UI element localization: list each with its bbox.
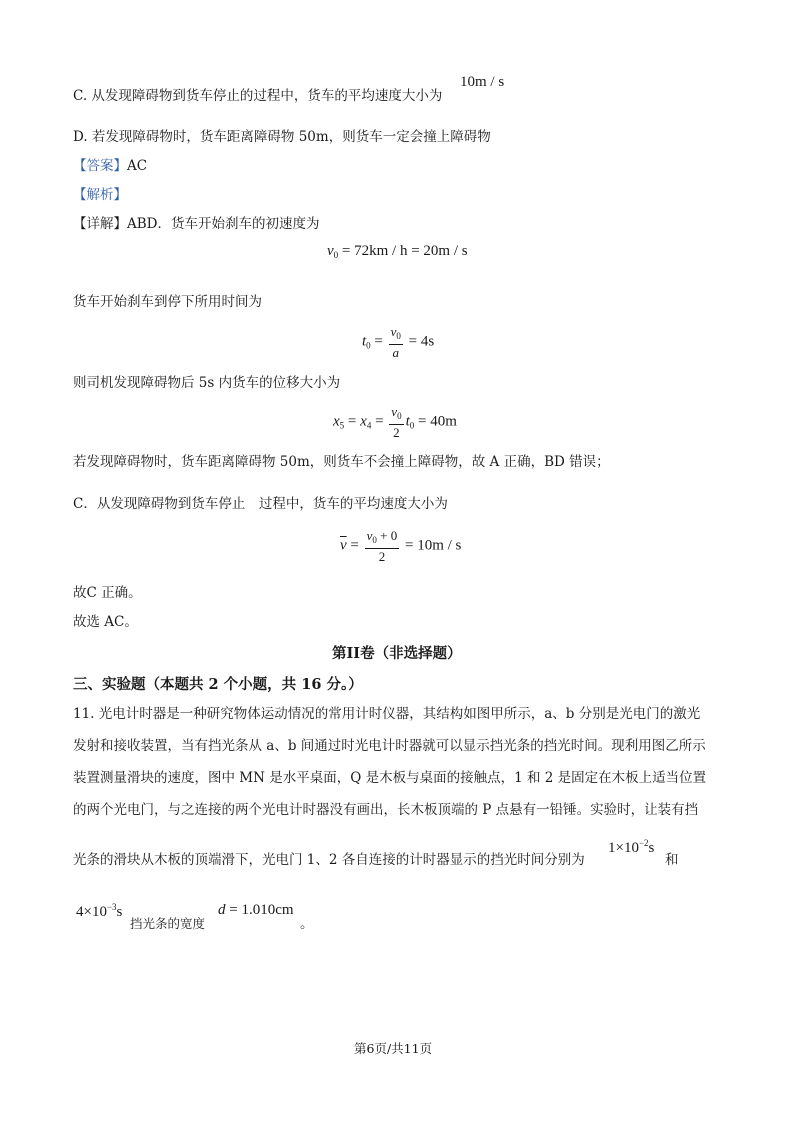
eq3-x4: x [360, 413, 367, 430]
analysis-label: 【解析】 [73, 187, 127, 203]
eq3-num-v: v [391, 404, 398, 419]
q11-t1-base: 1×10 [608, 840, 639, 856]
eq3-t-sub: 0 [409, 420, 415, 431]
answer-label: 【答案】 [73, 158, 127, 174]
eq2-fraction [389, 324, 403, 360]
equation-average-velocity [340, 528, 461, 564]
q11-line-2: 发射和接收装置，当有挡光条从 a、b 间通过时光电计时器就可以显示挡光条的挡光时间。现利用图乙所示 [73, 738, 706, 754]
page-footer: 第6页/共11页 [354, 1041, 433, 1056]
detail-line-2: 货车开始刹车到停下所用时间为 [73, 294, 262, 310]
option-d-text: D. 若发现障碍物时，货车距离障碍物 50m，则货车一定会撞上障碍物 [73, 129, 491, 145]
eq3-x5: x [333, 413, 340, 430]
section-title: 第II卷（非选择题） [332, 645, 462, 662]
q11-and: 和 [665, 852, 679, 868]
q11-time-2 [76, 902, 122, 921]
eq3-t: t [405, 413, 410, 430]
q11-d-val: = 1.010cm [225, 902, 294, 918]
eq4-vbar: $\overline{v}$ [340, 537, 347, 554]
q11-line-4: 的两个光电门，与之连接的两个光电计时器没有画出，长木板顶端的 P 点悬有一铅锤。实验时，让装有挡 [73, 802, 699, 818]
detail-line-7: 故选 AC。 [73, 614, 138, 630]
q11-line-1: 11. 光电计时器是一种研究物体运动情况的常用计时仪器，其结构如图甲所示，a、b 分别是光电门的激光 [73, 706, 701, 722]
q11-t2-base: 4×10 [76, 904, 107, 920]
eq1-sub: 0 [333, 250, 339, 260]
q11-width-label: 挡光条的宽度 [130, 916, 206, 931]
eq4-fraction [365, 528, 400, 564]
detail-line-1: 【详解】ABD．货车开始刹车的初速度为 [73, 216, 320, 232]
eq3-num-sub: 0 [397, 411, 402, 421]
detail-line-6: 故C 正确。 [73, 585, 142, 601]
equation-initial-velocity [327, 243, 468, 260]
option-c-label: C. 从发现障碍物到货车停止的过程中，货车的平均速度大小为 [73, 88, 443, 104]
eq3-x4-sub: 4 [366, 420, 372, 431]
option-c-text [73, 86, 442, 106]
eq2-num-sub: 0 [396, 331, 401, 341]
q11-width-value [218, 902, 294, 919]
detail-line-4: 若发现障碍物时，货车距离障碍物 50m，则货车不会撞上障碍物，故 A 正确，BD 错误； [73, 454, 610, 470]
detail-line-5: C．从发现障碍物到货车停止 过程中，货车的平均速度大小为 [73, 496, 448, 512]
eq2-t-sub: 0 [366, 340, 371, 351]
eq3-x5-sub: 5 [339, 420, 345, 431]
eq4-num-v: v [366, 528, 373, 543]
eq3-den: 2 [389, 424, 403, 440]
eq3-equals-2: = [375, 413, 384, 430]
eq3-equals-1: = [347, 413, 357, 430]
q11-t2-unit: s [116, 904, 123, 920]
q11-d-var: d [218, 902, 226, 918]
eq2-equals: = [374, 333, 383, 350]
eq2-num-v: v [390, 324, 397, 339]
eq4-rhs: = 10m / s [405, 537, 462, 554]
eq1-rhs: = 72km / h = 20m / s [341, 243, 468, 259]
q11-line-5-text: 光条的滑块从木板的顶端滑下，光电门 1、2 各自连接的计时器显示的挡光时间分别为 [73, 852, 585, 868]
q11-t1-exp: −2 [638, 838, 649, 848]
eq4-den: 2 [365, 548, 400, 564]
eq3-fraction [389, 404, 403, 440]
eq2-rhs: = 4s [408, 333, 435, 350]
q11-time-1 [608, 838, 654, 857]
q11-end-mark: 。 [300, 916, 314, 932]
option-c-value: 10m / s [460, 74, 505, 90]
eq1-v: v [327, 243, 334, 259]
q11-t1-unit: s [648, 840, 655, 856]
detail-line-3: 则司机发现障碍物后 5s 内货车的位移大小为 [73, 375, 341, 391]
eq3-rhs: = 40m [417, 413, 457, 430]
eq4-num-tail: + 0 [376, 528, 398, 543]
answer-line [73, 156, 147, 176]
eq4-num-sub: 0 [372, 535, 377, 545]
eq2-den: a [389, 344, 403, 360]
answer-value: AC [127, 158, 148, 174]
q11-t2-exp: −3 [106, 902, 117, 912]
eq2-t: t [362, 333, 367, 350]
q11-line-5 [73, 850, 585, 870]
q11-line-3: 装置测量滑块的速度，图中 MN 是水平桌面，Q 是木板与桌面的接触点，1 和 2 是固定在木板上适当位置 [73, 770, 707, 786]
equation-stop-time [362, 324, 434, 360]
eq4-equals: = [350, 537, 359, 554]
equation-displacement [333, 404, 457, 440]
section-three-heading: 三、实验题（本题共 2 个小题，共 16 分。） [73, 676, 363, 693]
